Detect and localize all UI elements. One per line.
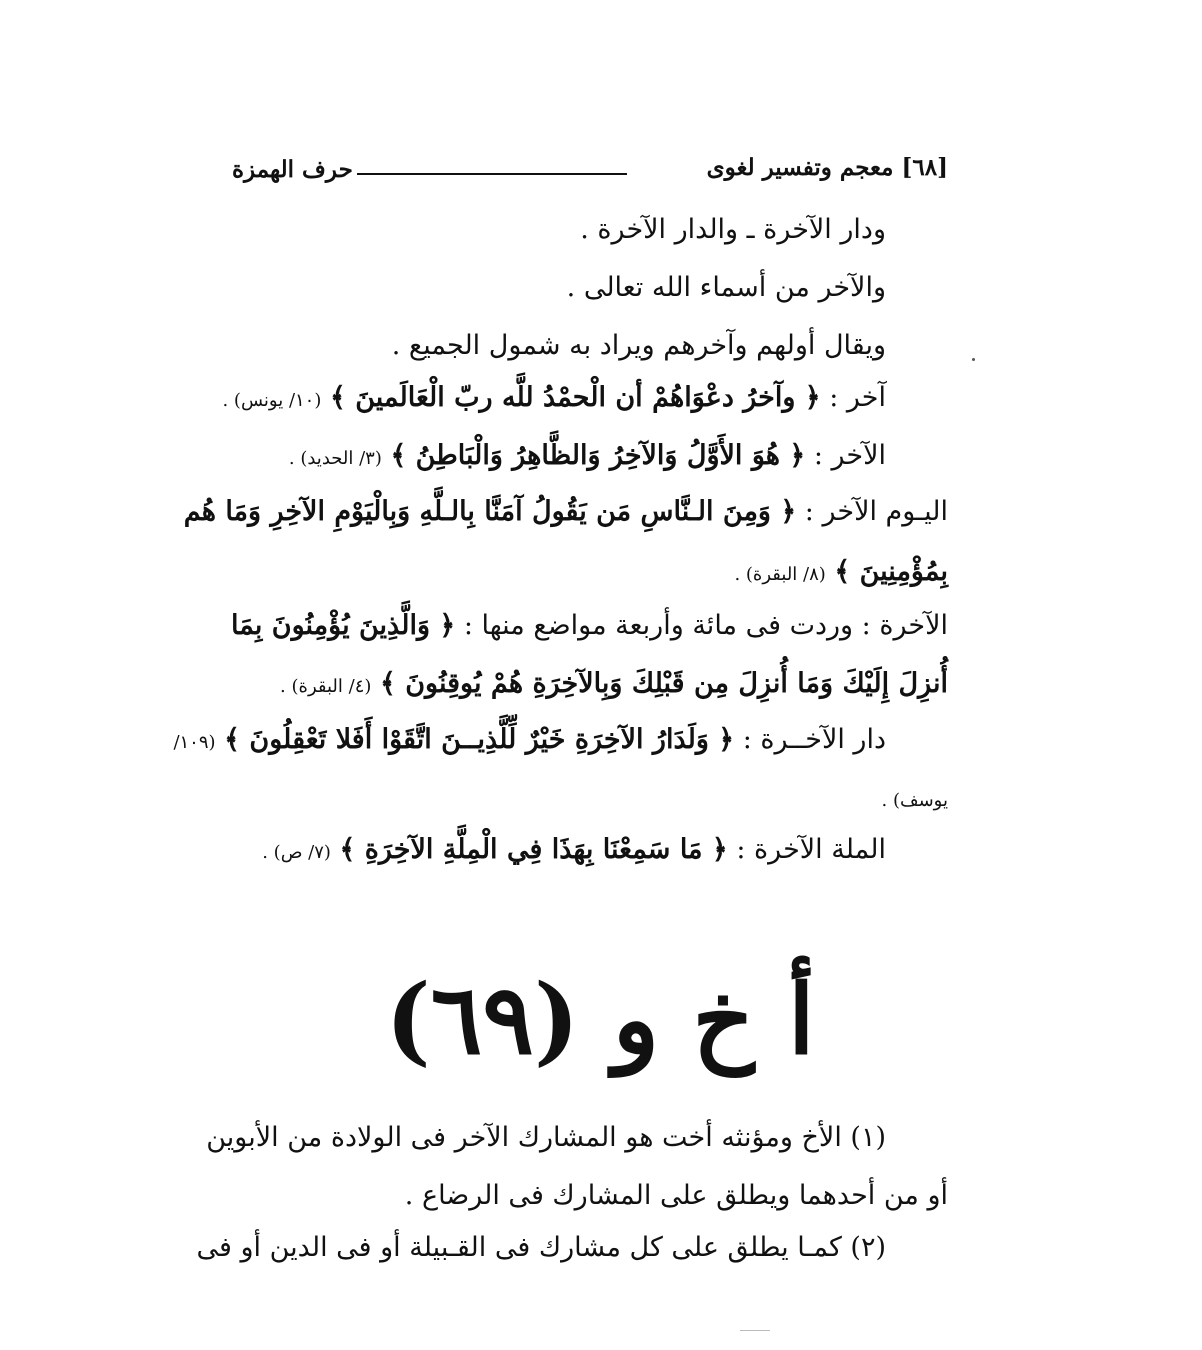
entry-label: دار الآخــرة : bbox=[742, 724, 886, 755]
entry-label: الملة الآخرة : bbox=[736, 834, 886, 865]
definition-line bbox=[196, 1228, 886, 1268]
entry-line bbox=[580, 210, 886, 250]
quran-verse: ﴿ هُوَ الأَوَّلُ وَالآخِرُ وَالظَّاهِرُ وَالْبَاطِنُ ﴾ bbox=[390, 440, 806, 471]
running-header bbox=[232, 148, 948, 192]
quran-verse: أُنزِلَ إِلَيْكَ وَمَا أُنزِلَ مِن قَبْلِكَ وَبِالآخِرَةِ هُمْ يُوقِنُونَ ﴾ bbox=[379, 668, 948, 699]
quran-verse: ﴿ وَمِنَ الـنَّاسِ مَن يَقُولُ آمَنَّا بِالـلَّهِ وَبِالْيَوْمِ الآخِرِ وَمَا هُم bbox=[183, 496, 797, 527]
quran-verse: ﴿ وآخرُ دعْوَاهُمْ أن الْحمْدُ للَّه ربّ الْعَالَمينَ ﴾ bbox=[329, 382, 821, 413]
verse-reference: (٣/ الحديد) . bbox=[288, 448, 382, 469]
entry-label: اليـوم الآخر : bbox=[804, 496, 948, 527]
definition-line bbox=[405, 1176, 948, 1216]
quran-verse: ﴿ وَلَدَارُ الآخِرَةِ خَيْرٌ لِّلَّذِيــنَ اتَّقَوْا أَفَلا تَعْقِلُونَ ﴾ bbox=[224, 724, 735, 755]
entry-line bbox=[173, 720, 886, 763]
verse-reference: (٧/ ص) . bbox=[262, 842, 331, 863]
entry-label: الآخر : bbox=[813, 440, 886, 471]
root-heading: أ خ و (٦٩) bbox=[385, 963, 815, 1076]
definition-text: (١) الأخ ومؤنثه أخت هو المشارك الآخر فى الولادة من الأبوين bbox=[206, 1122, 886, 1153]
entry-line bbox=[882, 778, 949, 821]
entry-label: الآخرة : وردت فى مائة وأربعة مواضع منها : bbox=[463, 610, 948, 641]
scan-speck bbox=[740, 1330, 770, 1331]
entry-line bbox=[262, 830, 886, 873]
entry-line bbox=[289, 436, 886, 479]
entry-line bbox=[392, 326, 886, 366]
entry-text: ودار الآخرة ـ والدار الآخرة . bbox=[580, 214, 886, 245]
quran-verse: ﴿ مَا سَمِعْنَا بِهَذَا فِي الْمِلَّةِ الآخِرَةِ ﴾ bbox=[339, 834, 728, 865]
quran-verse: بِمُؤْمِنِينَ ﴾ bbox=[834, 556, 948, 587]
verse-reference: (١٠/ يونس) . bbox=[222, 390, 322, 411]
verse-reference: (١٠٩/ bbox=[173, 732, 216, 753]
entry-label: آخر : bbox=[829, 382, 886, 413]
page-number: [٦٨] bbox=[901, 154, 948, 181]
entry-line bbox=[230, 606, 948, 646]
entry-line bbox=[734, 552, 948, 595]
verse-reference: (٤/ البقرة) . bbox=[280, 676, 372, 697]
verse-reference: يوسف) . bbox=[881, 790, 948, 811]
verse-reference: (٨/ البقرة) . bbox=[734, 564, 826, 585]
definition-text: أو من أحدهما ويطلق على المشارك فى الرضاع . bbox=[404, 1180, 948, 1211]
definition-line bbox=[206, 1118, 886, 1158]
entry-text: والآخر من أسماء الله تعالى . bbox=[566, 272, 886, 303]
book-title: معجم وتفسير لغوى bbox=[706, 154, 894, 181]
entry-line bbox=[222, 378, 886, 421]
quran-verse: ﴿ وَالَّذِينَ يُؤْمِنُونَ بِمَا bbox=[230, 610, 456, 641]
header-rule bbox=[357, 173, 627, 175]
entry-text: ويقال أولهم وآخرهم ويراد به شمول الجميع . bbox=[391, 330, 886, 361]
section-title: حرف الهمزة bbox=[232, 156, 353, 183]
scan-speck bbox=[972, 358, 975, 361]
definition-text: (٢) كمـا يطلق على كل مشارك فى القـبيلة أو فى الدين أو فى bbox=[196, 1232, 886, 1263]
book-header bbox=[707, 154, 948, 181]
entry-line bbox=[567, 268, 886, 308]
entry-line bbox=[183, 492, 948, 532]
entry-line bbox=[280, 664, 948, 707]
